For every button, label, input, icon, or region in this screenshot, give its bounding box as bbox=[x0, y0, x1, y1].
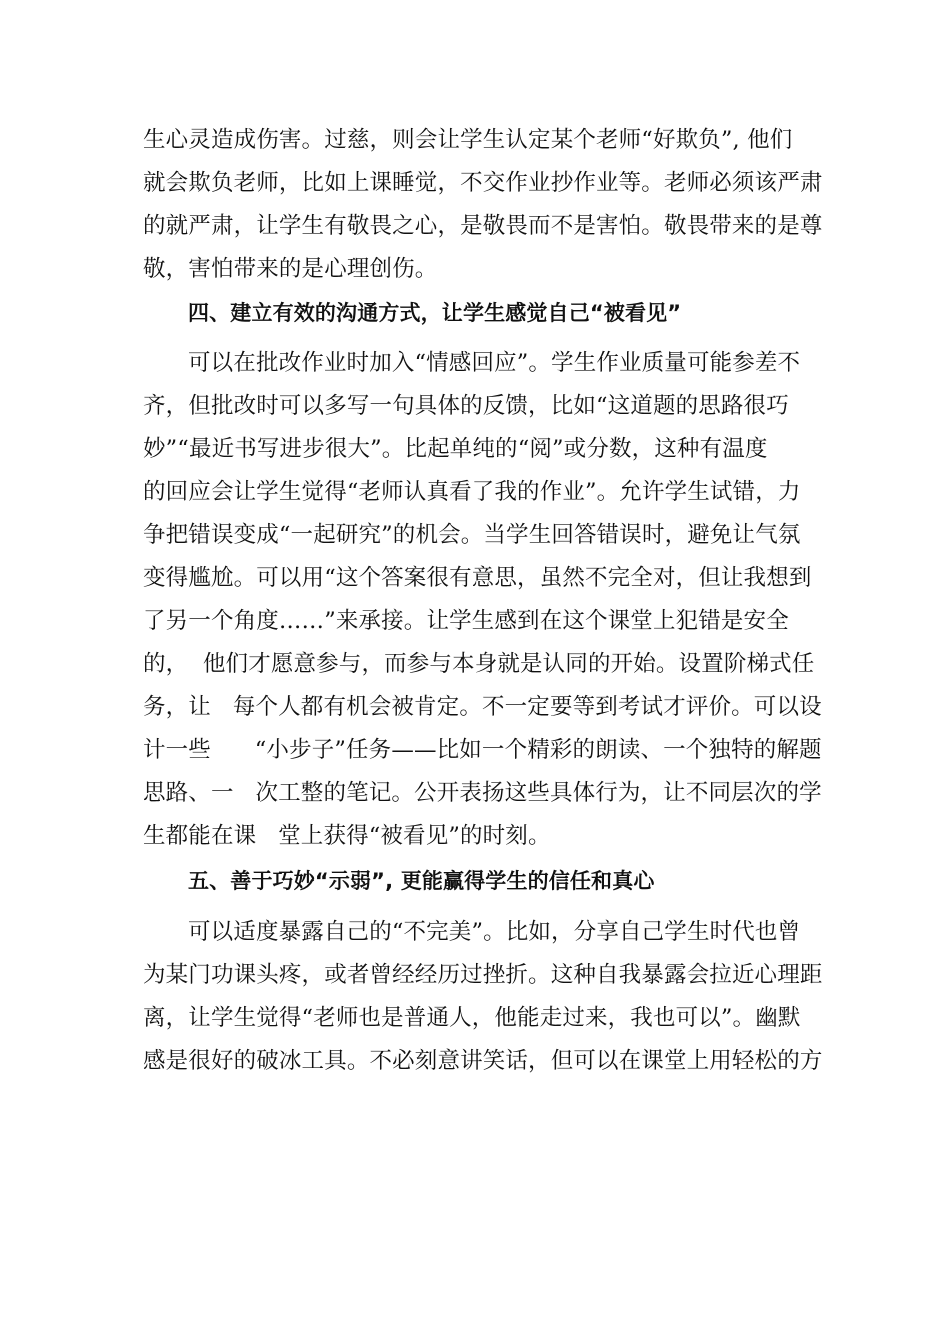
text-line: 计一些 “小步子”任务——比如一个精彩的朗读、一个独特的解题 bbox=[143, 737, 822, 763]
text-line: 生都能在课 堂上获得“被看见”的时刻。 bbox=[143, 823, 551, 849]
text-line: 务，让 每个人都有机会被肯定。不一定要等到考试才评价。可以设 bbox=[143, 694, 822, 720]
text-line: 离，让学生觉得“老师也是普通人，他能走过来，我也可以”。幽默 bbox=[143, 1005, 801, 1031]
text-line: 变得尴尬。可以用“这个答案很有意思，虽然不完全对，但让我想到 bbox=[143, 565, 812, 591]
text-line: 的回应会让学生觉得“老师认真看了我的作业”。允许学生试错，力 bbox=[143, 479, 801, 505]
text-line: 思路、一 次工整的笔记。公开表扬这些具体行为，让不同层次的学 bbox=[143, 780, 822, 806]
text-line: 生心灵造成伤害。过慈，则会让学生认定某个老师“好欺负”, 他们 bbox=[143, 127, 793, 153]
text-line: 的， 他们才愿意参与，而参与本身就是认同的开始。设置阶梯式任 bbox=[143, 651, 815, 677]
text-line: 敬，害怕带来的是心理创伤。 bbox=[143, 256, 438, 282]
section-heading-4: 四、建立有效的沟通方式，让学生感觉自己“被看见” bbox=[188, 301, 682, 325]
text-line: 可以在批改作业时加入“情感回应”。学生作业质量可能参差不 bbox=[188, 350, 801, 376]
text-line: 可以适度暴露自己的“不完美”。比如，分享自己学生时代也曾 bbox=[188, 919, 801, 945]
text-line: 妙”“最近书写进步很大”。比起单纯的“阅”或分数，这种有温度 bbox=[143, 436, 768, 462]
text-line: 的就严肃，让学生有敬畏之心，是敬畏而不是害怕。敬畏带来的是尊 bbox=[143, 213, 823, 239]
text-line: 为某门功课头疼，或者曾经经历过挫折。这种自我暴露会拉近心理距 bbox=[143, 962, 823, 988]
text-line: 齐，但批改时可以多写一句具体的反馈，比如“这道题的思路很巧 bbox=[143, 393, 789, 419]
section-heading-5: 五、善于巧妙“示弱”, 更能赢得学生的信任和真心 bbox=[188, 869, 655, 893]
text-line: 争把错误变成“一起研究”的机会。当学生回答错误时，避免让气氛 bbox=[143, 522, 801, 548]
text-line: 了另一个角度……”来承接。让学生感到在这个课堂上犯错是安全 bbox=[143, 608, 789, 634]
text-line: 就会欺负老师，比如上课睡觉，不交作业抄作业等。老师必须该严肃 bbox=[143, 170, 823, 196]
text-line: 感是很好的破冰工具。不必刻意讲笑话，但可以在课堂上用轻松的方 bbox=[143, 1048, 823, 1074]
